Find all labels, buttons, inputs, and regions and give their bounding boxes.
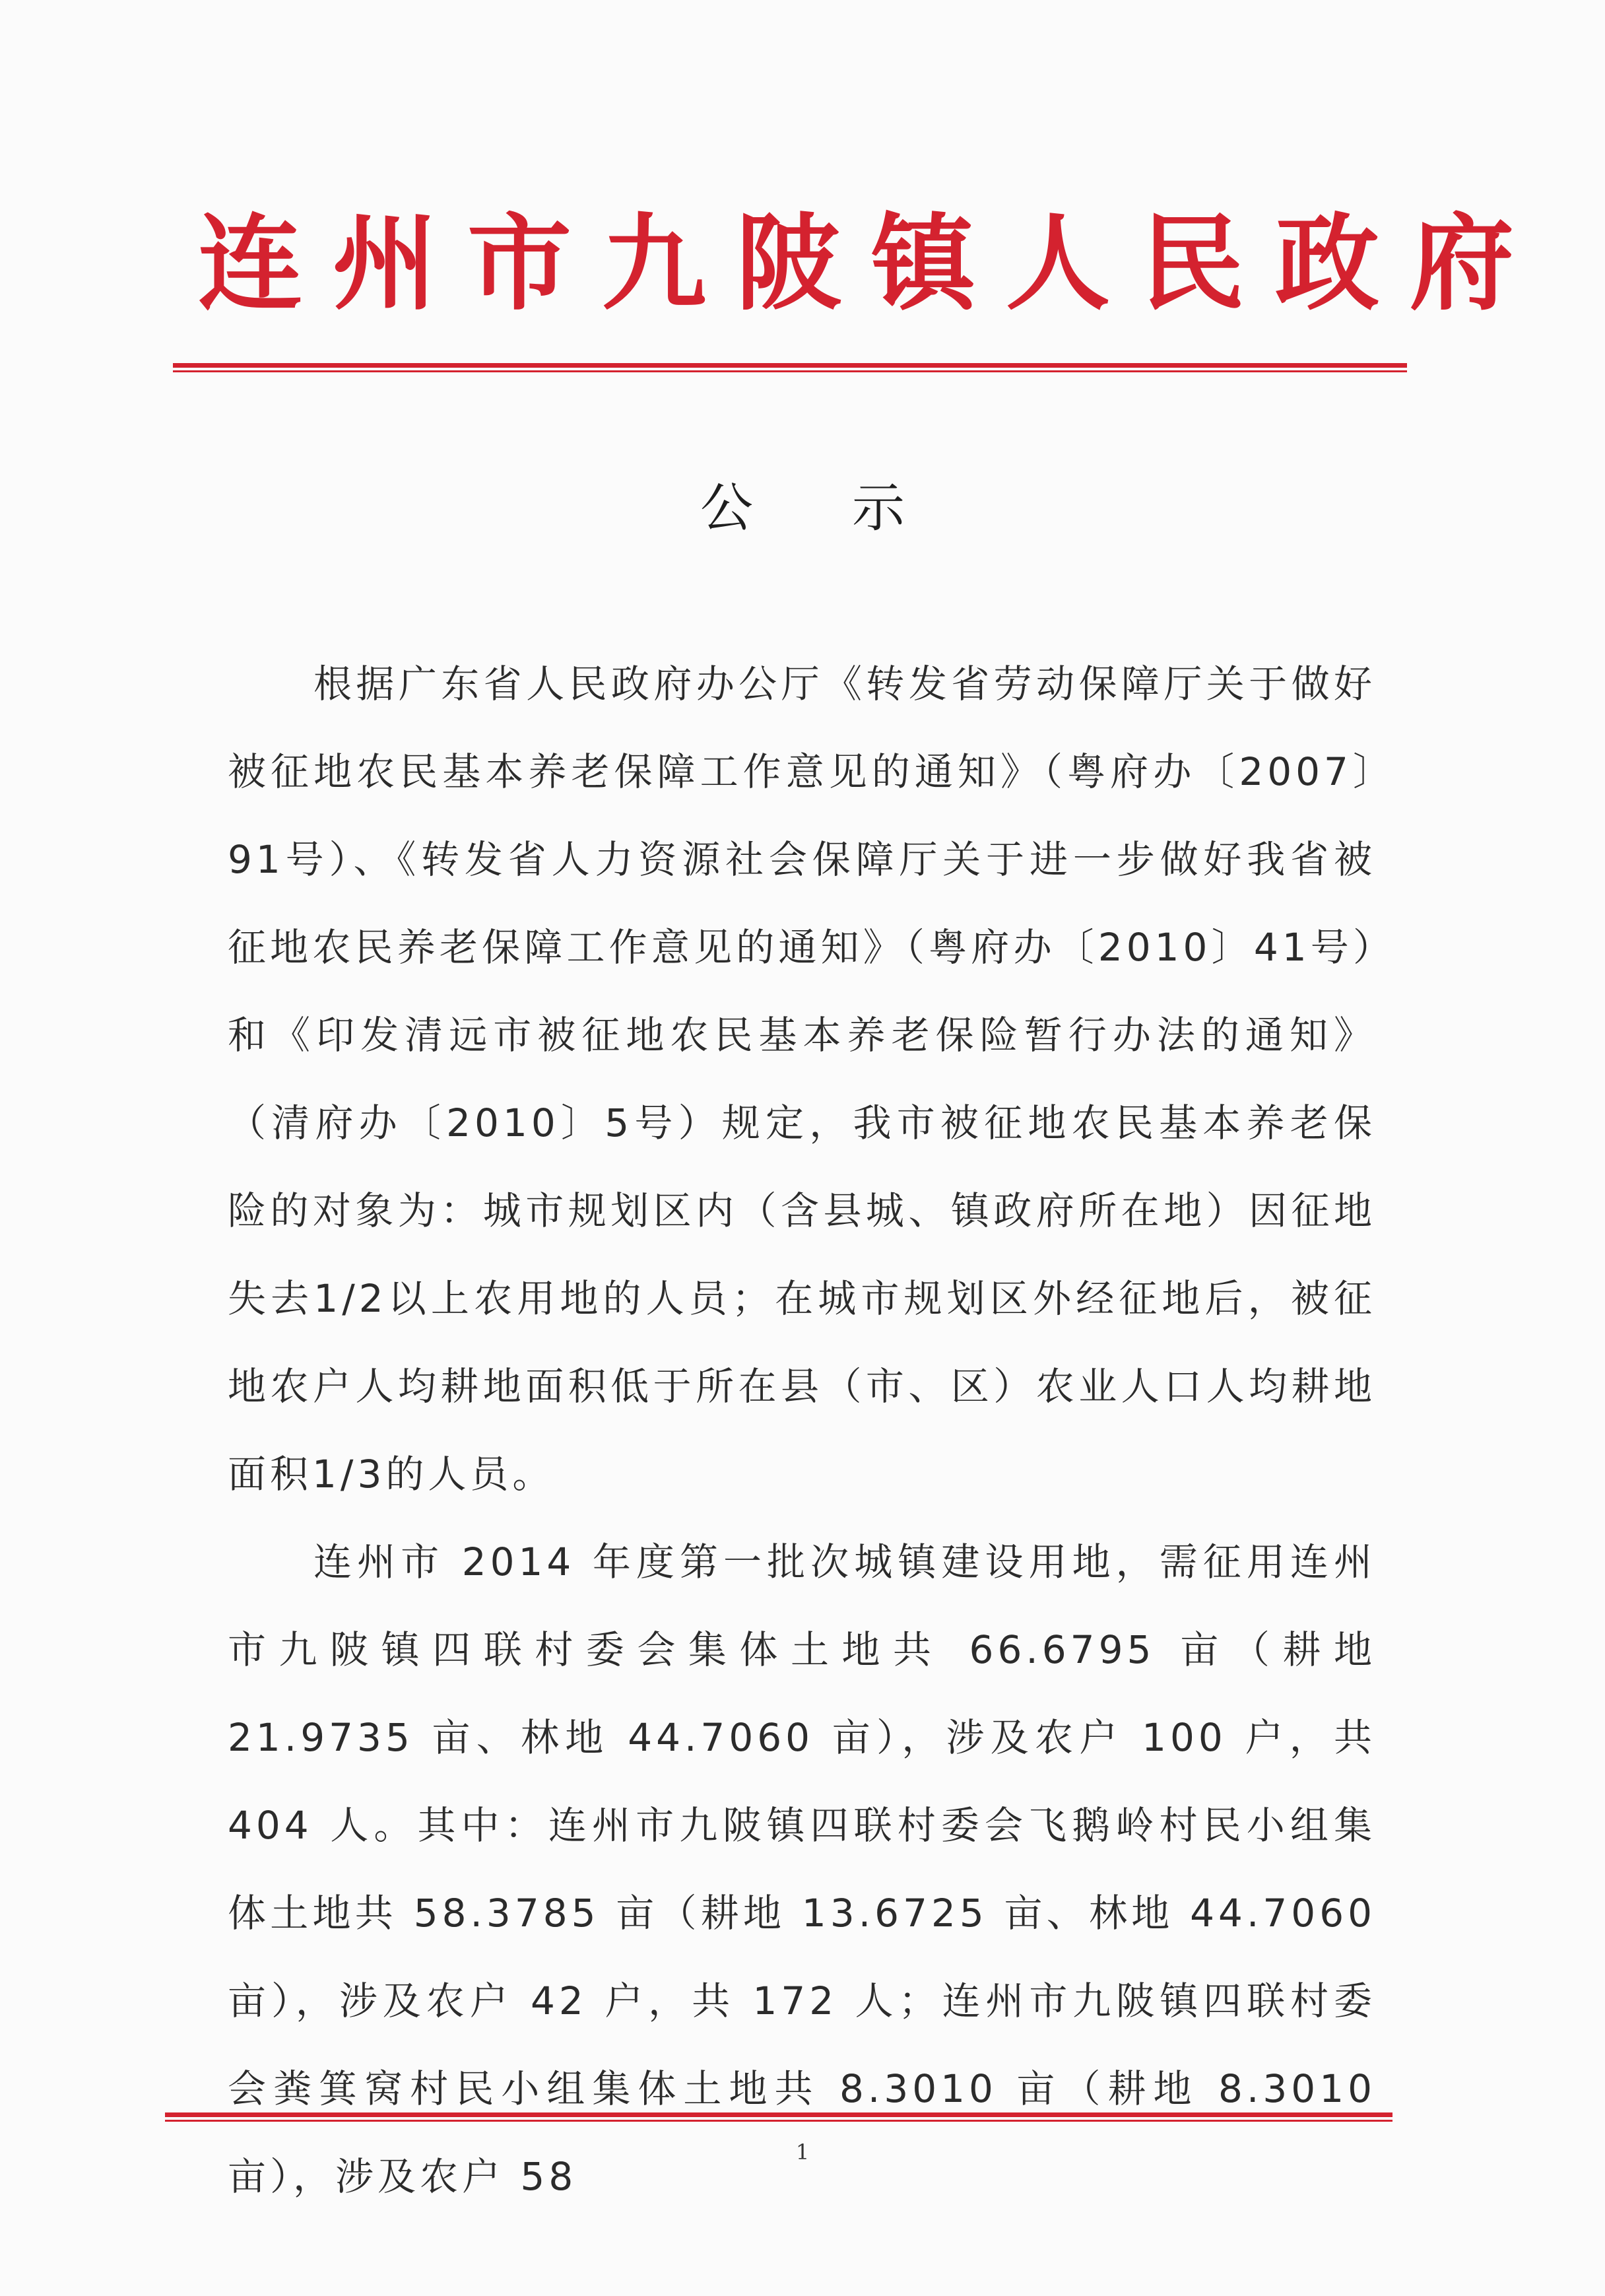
red-rule-thin-line [173,370,1407,372]
issuer-letterhead-title: 连州市九陂镇人民政府 [198,203,1544,325]
red-rule-thick-line [173,363,1407,368]
notice-body [228,640,1376,2221]
footer-rule-thin-line [165,2120,1392,2122]
letterhead-red-rule [173,363,1407,374]
footer-red-rule [165,2112,1392,2123]
page-number: 1 [795,2140,810,2165]
footer-rule-thick-line [165,2112,1392,2117]
body-paragraph-1: 根据广东省人民政府办公厅《转发省劳动保障厅关于做好被征地农民基本养老保障工作意见的通知》（粤府办〔2007〕91号）、《转发省人力资源社会保障厅关于进一步做好我省被征地农民养老保障工作意见的通知》（粤府办〔2010〕41号）和《印发清远市被征地农民基本养老保险暂行办法的通知》（清府办〔2010〕5号）规定，我市被征地农民基本养老保险的对象为：城市规划区内（含县城、镇政府所在地）因征地失去1/2以上农用地的人员；在城市规划区外经征地后，被征地农户人均耕地面积低于所在县（市、区）农业人口人均耕地面积1/3的人员。 [228,661,1376,1497]
body-paragraph-2: 连州市 2014 年度第一批次城镇建设用地，需征用连州市九陂镇四联村委会集体土地共 66.6795 亩（耕地 21.9735 亩、林地 44.7060 亩），涉及农户 100 户，共 404 人。其中：连州市九陂镇四联村委会飞鹅岭村民小组集体土地共 58.3785 亩（耕地 13.6725 亩、林地 44.7060 亩），涉及农户 42 户，共 172 人；连州市九陂镇四联村委会粪箕窝村民小组集体土地共 8.3010 亩（耕地 8.3010 亩），涉及农户 58 [228,1539,1376,2199]
notice-title: 公示 [700,477,1004,539]
